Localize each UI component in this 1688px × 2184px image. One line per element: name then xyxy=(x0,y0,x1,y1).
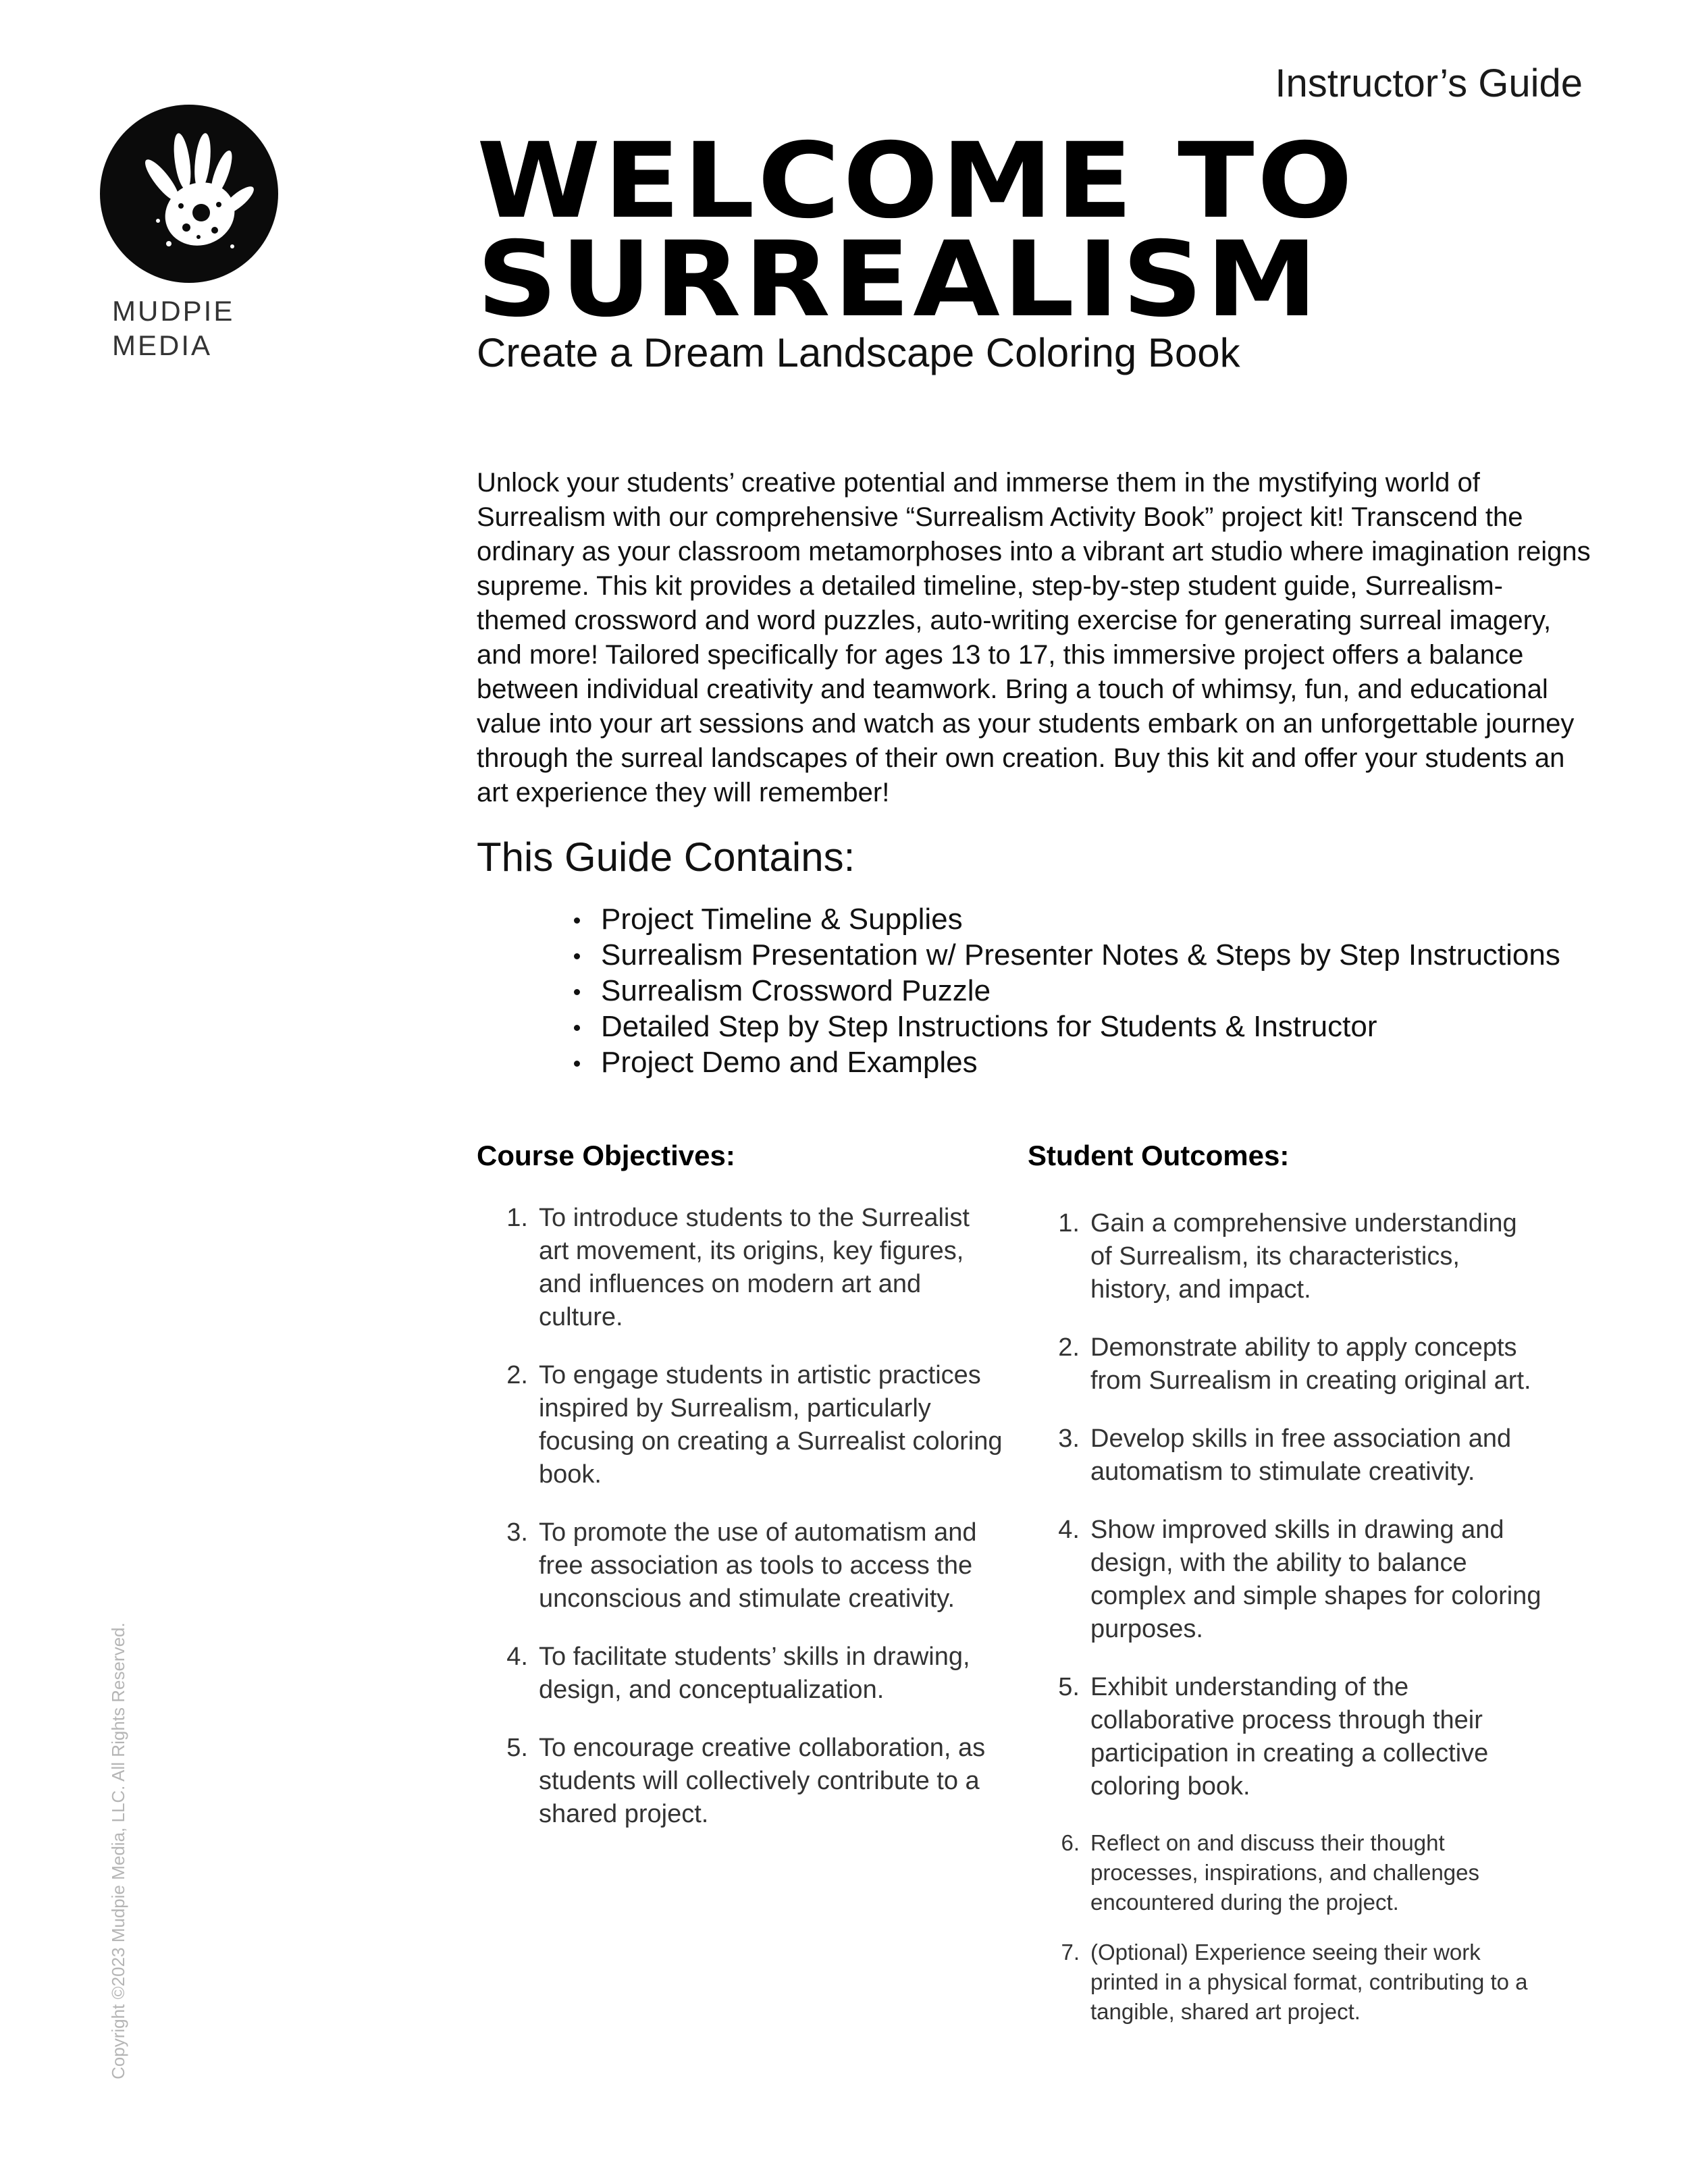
item-text: Demonstrate ability to apply concepts from Surrealism in creating original art. xyxy=(1090,1333,1531,1395)
copyright-notice: Copyright ©2023 Mudpie Media, LLC. All Rights Reserved. xyxy=(108,1622,128,2079)
student-outcomes-list xyxy=(1045,1207,1544,2047)
item-number: 3. xyxy=(1058,1424,1080,1453)
outcome-item xyxy=(1045,1938,1544,2027)
item-text: To engage students in artistic practices inspired by Surrealism, particularly focusing on creating a Surrealist coloring book. xyxy=(539,1361,1003,1489)
contains-heading: This Guide Contains: xyxy=(477,834,855,880)
item-number: 1. xyxy=(1058,1209,1080,1237)
course-objectives-heading: Course Objectives: xyxy=(477,1140,735,1171)
item-text: Gain a comprehensive understanding of Surrealism, its characteristics, history, and impact. xyxy=(1090,1209,1517,1304)
objective-item xyxy=(493,1641,1006,1707)
guide-label: Instructor’s Guide xyxy=(1275,61,1583,105)
item-text: To promote the use of automatism and free association as tools to access the unconscious and stimulate creativity. xyxy=(539,1518,977,1613)
item-number: 2. xyxy=(1058,1333,1080,1362)
outcome-item xyxy=(1045,1207,1544,1306)
item-number: 3. xyxy=(506,1518,528,1547)
course-objectives-list xyxy=(493,1202,1006,1856)
title-line-2: SURREALISM xyxy=(477,219,1321,340)
brand-name xyxy=(112,294,234,363)
outcome-item xyxy=(1045,1828,1544,1917)
outcome-item xyxy=(1045,1671,1544,1803)
item-number: 2. xyxy=(506,1361,528,1389)
contains-list xyxy=(574,901,1560,1080)
item-number: 5. xyxy=(506,1734,528,1762)
item-text: Develop skills in free association and automatism to stimulate creativity. xyxy=(1090,1424,1512,1486)
contains-item: Surrealism Presentation w/ Presenter Notes & Steps by Step Instructions xyxy=(574,937,1560,973)
contains-item: Surrealism Crossword Puzzle xyxy=(574,973,1560,1009)
contains-item: Detailed Step by Step Instructions for Students & Instructor xyxy=(574,1009,1560,1044)
item-number: 1. xyxy=(506,1204,528,1232)
objective-item xyxy=(493,1732,1006,1831)
item-number: 4. xyxy=(506,1643,528,1671)
title-line-1: WELCOME TO xyxy=(477,121,1356,242)
objective-item xyxy=(493,1359,1006,1491)
item-number: 5. xyxy=(1058,1673,1080,1701)
objective-item xyxy=(493,1516,1006,1616)
outcome-item xyxy=(1045,1331,1544,1397)
page-title xyxy=(477,121,1571,340)
objective-item xyxy=(493,1202,1006,1334)
contains-item: Project Timeline & Supplies xyxy=(574,901,1560,937)
student-outcomes-heading: Student Outcomes: xyxy=(1028,1140,1290,1171)
outcome-item xyxy=(1045,1422,1544,1489)
contains-item: Project Demo and Examples xyxy=(574,1044,1560,1080)
item-number: 7. xyxy=(1061,1940,1080,1965)
item-text: To facilitate students’ skills in drawing, design, and conceptualization. xyxy=(539,1643,970,1704)
item-text: To encourage creative collaboration, as students will collectively contribute to a shared project. xyxy=(539,1734,986,1828)
item-number: 4. xyxy=(1058,1516,1080,1544)
mudpie-logo xyxy=(100,105,278,283)
item-text: Show improved skills in drawing and design, with the ability to balance complex and simple shapes for coloring purposes. xyxy=(1090,1516,1541,1643)
page-subtitle: Create a Dream Landscape Coloring Book xyxy=(477,330,1240,375)
item-number: 6. xyxy=(1061,1830,1080,1855)
item-text: To introduce students to the Surrealist art movement, its origins, key figures, and influences on modern art and culture. xyxy=(539,1204,970,1331)
brand-line-2: MEDIA xyxy=(112,329,213,361)
brand-line-1: MUDPIE xyxy=(112,295,235,327)
item-text: Reflect on and discuss their thought processes, inspirations, and challenges encountered during the project. xyxy=(1090,1830,1480,1915)
item-text: (Optional) Experience seeing their work printed in a physical format, contributing to a tangible, shared art project. xyxy=(1090,1940,1528,2024)
intro-paragraph: Unlock your students’ creative potential and immerse them in the mystifying world of Surrealism with our comprehensive “Surrealism Activity Book” project kit! Transcend the ordinary as your classroom metamorphoses into a vibrant art studio where imagination reigns supreme. This kit provides a detailed timeline, step-by-step student guide, Surrealism-themed crossword and word puzzles, auto-writing exercise for generating surreal imagery, and more! Tailored specifically for ages 13 to 17, this immersive project offers a balance between individual creativity and teamwork. Bring a touch of whimsy, fun, and educational value into your art sessions and watch as your students embark on an unforgettable journey through the surreal landscapes of their own creation. Buy this kit and offer your students an art experience they will remember! xyxy=(477,468,1591,807)
item-text: Exhibit understanding of the collaborative process through their participation in creating a collective coloring book. xyxy=(1090,1673,1489,1801)
handprint-icon xyxy=(100,105,278,283)
outcome-item xyxy=(1045,1514,1544,1646)
